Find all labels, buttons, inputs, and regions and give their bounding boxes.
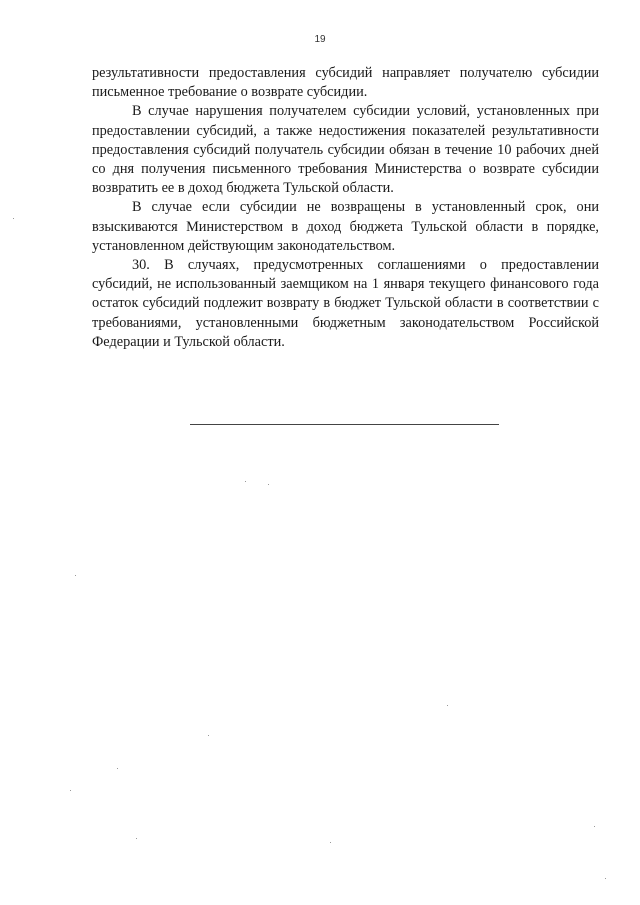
scan-speck <box>330 842 331 843</box>
page-number: 19 <box>314 34 326 45</box>
scan-speck <box>117 768 118 769</box>
paragraph-recovery: В случае если субсидии не возвращены в установленный срок, они взыскиваются Министерством в доход бюджета Тульской области в порядке, установленном действующим законодательством. <box>92 199 599 254</box>
scan-speck <box>268 484 269 485</box>
paragraph-item-30: 30. В случаях, предусмотренных соглашениями о предоставлении субсидий, не использованный заемщиком на 1 января текущего финансового года остаток субсидий подлежит возврату в бюджет Тульской области в соответствии с требованиями, установленными бюджетным законодательством Российской Федерации и Тульской области. <box>92 257 599 350</box>
scan-speck <box>208 735 209 736</box>
scan-speck <box>136 838 137 839</box>
paragraph-continuation: результативности предоставления субсидий направляет получателю субсидии письменное требование о возврате субсидии. <box>92 65 599 101</box>
scan-speck <box>70 790 71 791</box>
document-body <box>92 64 599 352</box>
end-divider-line <box>190 424 499 425</box>
scan-speck <box>605 878 606 879</box>
scan-speck <box>75 575 76 576</box>
paragraph-violation: В случае нарушения получателем субсидии условий, установленных при предоставлении субсидий, а также недостижения показателей результативности предоставления субсидий получатель субсидии обязан в течение 10 рабочих дней со дня получения письменного требования Министерства о возврате субсидии возвратить ее в доход бюджета Тульской области. <box>92 103 599 197</box>
scan-speck <box>13 218 14 219</box>
scan-speck <box>245 481 246 482</box>
scan-speck <box>447 705 448 706</box>
scan-speck <box>594 826 595 827</box>
